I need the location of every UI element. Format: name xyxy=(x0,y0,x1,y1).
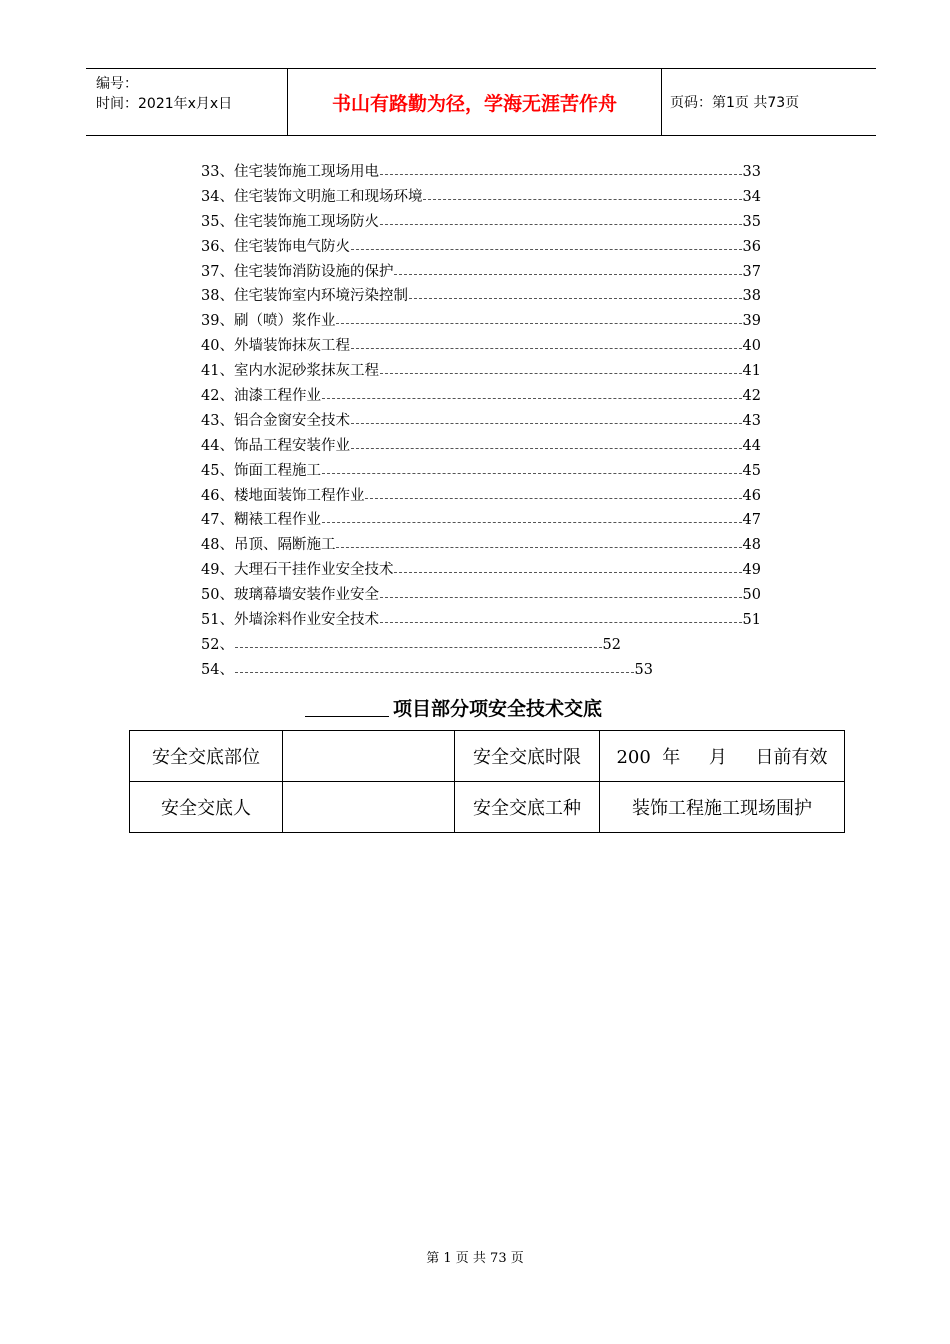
toc-item xyxy=(201,284,761,309)
toc-item-number: 49、 xyxy=(201,562,234,579)
toc-item-page: 52 xyxy=(602,636,621,653)
toc-leader xyxy=(380,224,742,225)
toc-leader xyxy=(394,572,741,573)
toc-item-title: 糊裱工程作业 xyxy=(233,512,321,529)
toc-item-number: 35、 xyxy=(201,213,234,230)
toc-item-title: 住宅装饰室内环境污染控制 xyxy=(233,288,408,305)
toc-item-page: 40 xyxy=(742,338,761,355)
toc-item-number: 46、 xyxy=(201,487,234,504)
toc-item-page: 37 xyxy=(742,263,761,280)
header-page-label: 页码：第1页 共73页 xyxy=(670,95,800,111)
toc-item-page: 33 xyxy=(742,164,761,180)
toc-item-number: 52、 xyxy=(201,636,234,653)
toc-item-page: 39 xyxy=(742,313,761,330)
toc-item xyxy=(201,260,761,285)
toc-item-title: 住宅装饰电气防火 xyxy=(233,238,350,255)
toc-item-number: 42、 xyxy=(201,388,234,405)
table-label: 安全交底部位 xyxy=(130,731,283,782)
toc-item xyxy=(201,409,761,434)
toc-item-page: 49 xyxy=(742,562,761,579)
toc-leader xyxy=(322,522,742,523)
toc-leader xyxy=(351,348,742,349)
toc-item xyxy=(201,658,653,683)
toc-item-title: 吊顶、隔断施工 xyxy=(233,537,336,554)
section-title xyxy=(305,694,602,721)
table-value xyxy=(283,731,455,782)
header-meta xyxy=(86,69,288,135)
toc-leader xyxy=(423,199,741,200)
toc-leader xyxy=(322,398,742,399)
toc-item-page: 34 xyxy=(742,188,761,205)
project-name-blank xyxy=(305,698,389,717)
toc-leader xyxy=(336,547,741,548)
toc-item-page: 38 xyxy=(742,288,761,305)
table-label: 安全交底工种 xyxy=(455,782,600,833)
toc-item-number: 37、 xyxy=(201,263,234,280)
toc-item-title: 住宅装饰文明施工和现场环境 xyxy=(233,188,423,205)
toc-item-number: 40、 xyxy=(201,338,234,355)
toc-item xyxy=(201,608,761,633)
toc-leader xyxy=(235,647,602,648)
toc-item-number: 43、 xyxy=(201,412,234,429)
page-header xyxy=(86,68,876,136)
toc-item xyxy=(201,160,761,185)
toc-leader xyxy=(235,672,634,673)
toc-item-title: 室内水泥砂浆抹灰工程 xyxy=(233,363,379,380)
toc-item xyxy=(201,384,761,409)
toc-item-page: 36 xyxy=(742,238,761,255)
toc-item-title: 饰面工程施工 xyxy=(233,462,321,479)
table-row xyxy=(130,731,845,782)
toc-item-number: 50、 xyxy=(201,587,234,604)
table-label: 安全交底时限 xyxy=(455,731,600,782)
toc-item xyxy=(201,508,761,533)
toc-item-number: 51、 xyxy=(201,612,234,629)
safety-briefing-table xyxy=(129,730,845,833)
toc-leader xyxy=(351,249,742,250)
toc-item-number: 33、 xyxy=(201,164,234,180)
toc-item xyxy=(201,309,761,334)
toc-item-number: 54、 xyxy=(201,661,234,678)
table-row xyxy=(130,782,845,833)
toc-item-page: 41 xyxy=(742,363,761,380)
section-title-text: 项目部分项安全技术交底 xyxy=(393,698,603,720)
toc-leader xyxy=(380,597,742,598)
toc-item-title: 饰品工程安装作业 xyxy=(233,437,350,454)
table-value: 200 年 月 日前有效 xyxy=(600,731,845,782)
toc-leader xyxy=(394,274,741,275)
toc-item-title: 住宅装饰施工现场用电 xyxy=(233,164,379,180)
toc-item-page: 44 xyxy=(742,437,761,454)
toc-item xyxy=(201,235,761,260)
toc-item xyxy=(201,633,621,658)
toc-item xyxy=(201,484,761,509)
toc-item-title: 外墙装饰抹灰工程 xyxy=(233,338,350,355)
toc-leader xyxy=(351,448,742,449)
toc-leader xyxy=(365,498,741,499)
toc-item-number: 45、 xyxy=(201,462,234,479)
toc-item-title: 住宅装饰施工现场防火 xyxy=(233,213,379,230)
toc-item-title: 外墙涂料作业安全技术 xyxy=(233,612,379,629)
toc-item xyxy=(201,558,761,583)
toc-item-title: 住宅装饰消防设施的保护 xyxy=(233,263,394,280)
toc-item xyxy=(201,434,761,459)
toc-item xyxy=(201,583,761,608)
toc-item-page: 45 xyxy=(742,462,761,479)
toc-item-page: 51 xyxy=(742,612,761,629)
toc-item-page: 46 xyxy=(742,487,761,504)
header-number: 编号： xyxy=(96,76,138,92)
toc-item-page: 35 xyxy=(742,213,761,230)
toc-item-title: 玻璃幕墙安装作业安全 xyxy=(233,587,379,604)
toc-item xyxy=(201,459,761,484)
toc-item-page: 53 xyxy=(634,661,653,678)
toc-item-number: 36、 xyxy=(201,238,234,255)
toc-item-page: 43 xyxy=(742,412,761,429)
toc-leader xyxy=(380,622,742,623)
toc-item-page: 42 xyxy=(742,388,761,405)
toc-leader xyxy=(322,473,742,474)
page-footer: 第 1 页 共 73 页 xyxy=(426,1251,524,1266)
toc-leader xyxy=(336,323,741,324)
toc-leader xyxy=(380,174,742,175)
toc-item xyxy=(201,185,761,210)
toc-item-title: 油漆工程作业 xyxy=(233,388,321,405)
header-motto: 书山有路勤为径，学海无涯苦作舟 xyxy=(288,69,662,135)
toc-item xyxy=(201,334,761,359)
toc-leader xyxy=(380,373,742,374)
toc-item-title: 铝合金窗安全技术 xyxy=(233,412,350,429)
toc-item-number: 48、 xyxy=(201,537,234,554)
toc-item-number: 44、 xyxy=(201,437,234,454)
toc-item-title: 刷（喷）浆作业 xyxy=(233,313,336,330)
toc-item-number: 41、 xyxy=(201,363,234,380)
toc-item-number: 34、 xyxy=(201,188,234,205)
table-value: 装饰工程施工现场围护 xyxy=(600,782,845,833)
toc-item-title: 楼地面装饰工程作业 xyxy=(233,487,365,504)
toc-leader xyxy=(409,298,742,299)
table-label: 安全交底人 xyxy=(130,782,283,833)
toc-item xyxy=(201,359,761,384)
toc-item-page: 48 xyxy=(742,537,761,554)
toc-item-number: 47、 xyxy=(201,512,234,529)
toc-item xyxy=(201,210,761,235)
table-value xyxy=(283,782,455,833)
toc-item-number: 38、 xyxy=(201,288,234,305)
header-time: 时间：2021年x月x日 xyxy=(96,96,233,112)
toc-item-title: 大理石干挂作业安全技术 xyxy=(233,562,394,579)
toc-item-page: 50 xyxy=(742,587,761,604)
toc-item-page: 47 xyxy=(742,512,761,529)
table-of-contents xyxy=(201,160,761,683)
toc-item-number: 39、 xyxy=(201,313,234,330)
toc-item xyxy=(201,533,761,558)
toc-leader xyxy=(351,423,742,424)
